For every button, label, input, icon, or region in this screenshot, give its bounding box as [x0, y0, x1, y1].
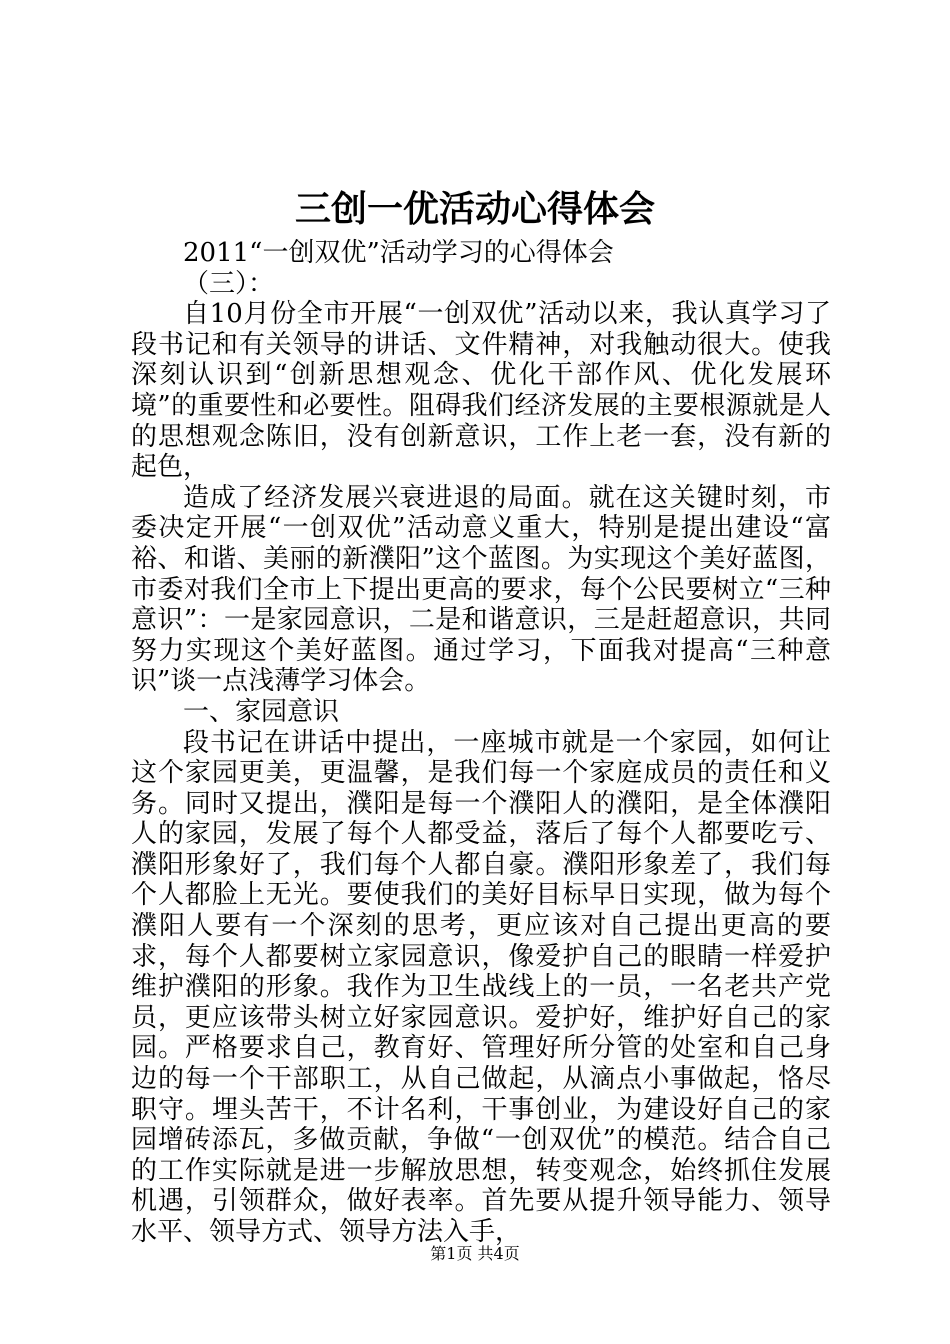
paragraph-context: 造成了经济发展兴衰进退的局面。就在这关键时刻，市委决定开展“一创双优”活动意义重大，特别是提出建设“富裕、和谐、美丽的新濮阳”这个蓝图。为实现这个美好蓝图，市委对我们全市上下提出更高的要求，每个公民要树立“三种意识”：一是家园意识，二是和谐意识，三是赶超意识，共同努力实现这个美好蓝图。通过学习，下面我对提高“三种意识”谈一点浅薄学习体会。 — [131, 482, 831, 697]
paragraph-subtitle: 2011“一创双优”活动学习的心得体会 — [183, 238, 614, 268]
page-number-footer: 第1页 共4页 — [430, 1244, 520, 1263]
paragraph-home-awareness: 段书记在讲话中提出，一座城市就是一个家园，如何让这个家园更美，更温馨，是我们每一个家庭成员的责任和义务。同时又提出，濮阳是每一个濮阳人的濮阳，是全体濮阳人的家园，发展了每个人都受益，落后了每个人都要吃亏、濮阳形象好了，我们每个人都自豪。濮阳形象差了，我们每个人都脸上无光。要使我们的美好目标早日实现，做为每个濮阳人要有一个深刻的思考，更应该对自己提出更高的要求，每个人都要树立家园意识，像爱护自己的眼睛一样爱护维护濮阳的形象。我作为卫生战线上的一员，一名老共产党员，更应该带头树立好家园意识。爱护好，维护好自己的家园。严格要求自己，教育好、管理好所分管的处室和自己身边的每一个干部职工，从自己做起，从滴点小事做起，恪尽职守。埋头苦干，不计名利，干事创业，为建设好自己的家园增砖添瓦，多做贡献，争做“一创双优”的模范。结合自己的工作实际就是进一步解放思想，转变观念，始终抓住发展机遇，引领群众，做好表率。首先要从提升领导能力、领导水平、领导方式、领导方法入手， — [131, 727, 831, 1247]
document-body — [131, 238, 831, 1248]
section-heading-home-awareness: 一、家园意识 — [183, 696, 340, 727]
document-title: 三创一优活动心得体会 — [294, 188, 655, 230]
paragraph-section-number: （三）： — [183, 268, 275, 299]
paragraph-intro: 自10月份全市开展“一创双优”活动以来，我认真学习了段书记和有关领导的讲话、文件精神，对我触动很大。使我深刻认识到“创新思想观念、优化干部作风、优化发展环境”的重要性和必要性。阻碍我们经济发展的主要根源就是人的思想观念陈旧，没有创新意识，工作上老一套，没有新的起色， — [131, 299, 831, 483]
